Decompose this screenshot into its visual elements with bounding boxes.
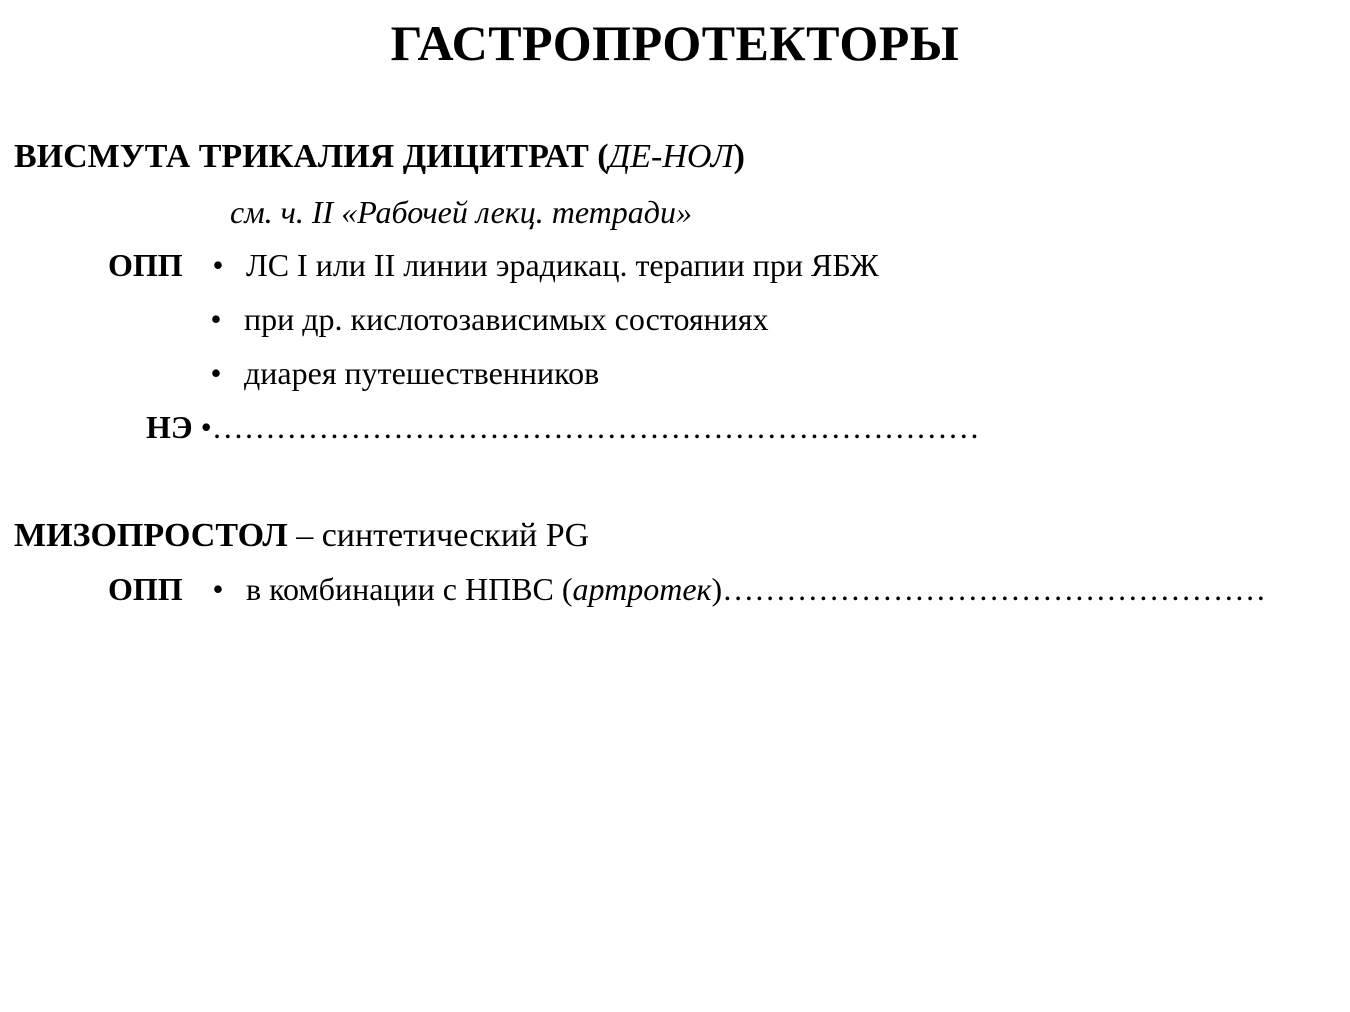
drug1-reference: см. ч. II «Рабочей лекц. тетради» (230, 194, 692, 230)
drug1-indication-2 (202, 303, 769, 335)
bullet-icon: • (210, 355, 222, 391)
drug1-indication-1 (204, 249, 879, 281)
drug2-indication-1 (204, 573, 1266, 605)
indication-text: при др. кислотозависимых состояниях (244, 301, 769, 337)
bullet-icon: • (210, 301, 222, 337)
drug2-description: – синтетический PG (287, 517, 590, 554)
bullet-icon: • (200, 409, 212, 445)
page-title: ГАСТРОПРОТЕКТОРЫ (390, 15, 960, 71)
drug1-name: ВИСМУТА ТРИКАЛИЯ ДИЦИТРАТ (14, 138, 589, 175)
bullet-icon: • (212, 247, 224, 283)
indication-prefix: в комбинации с НПВС ( (246, 571, 573, 607)
drug1-indication-3 (202, 357, 599, 389)
indication-suffix: )…………………………………………… (711, 571, 1267, 607)
drug1-side-effects (146, 411, 980, 443)
indication-text: ЛС I или II линии эрадикац. терапии при ЯБЖ (246, 247, 879, 283)
drug1-indications-label: ОПП (108, 247, 183, 283)
drug1-paren-close: ) (733, 138, 745, 175)
drug2-indications-label: ОПП (108, 571, 183, 607)
indication-text: диарея путешественников (244, 355, 600, 391)
drug1-paren-open: ( (588, 138, 609, 175)
side-effects-fill: ……………………………………………………………… (211, 409, 980, 445)
side-effects-label: НЭ (146, 409, 193, 445)
bullet-icon: • (212, 571, 224, 607)
indication-trade-name: артротек (572, 571, 712, 607)
drug2-heading (14, 519, 589, 553)
drug2-name: МИЗОПРОСТОЛ (14, 517, 288, 554)
drug1-trade-name: ДЕ-НОЛ (608, 138, 734, 175)
drug1-heading (14, 140, 745, 174)
